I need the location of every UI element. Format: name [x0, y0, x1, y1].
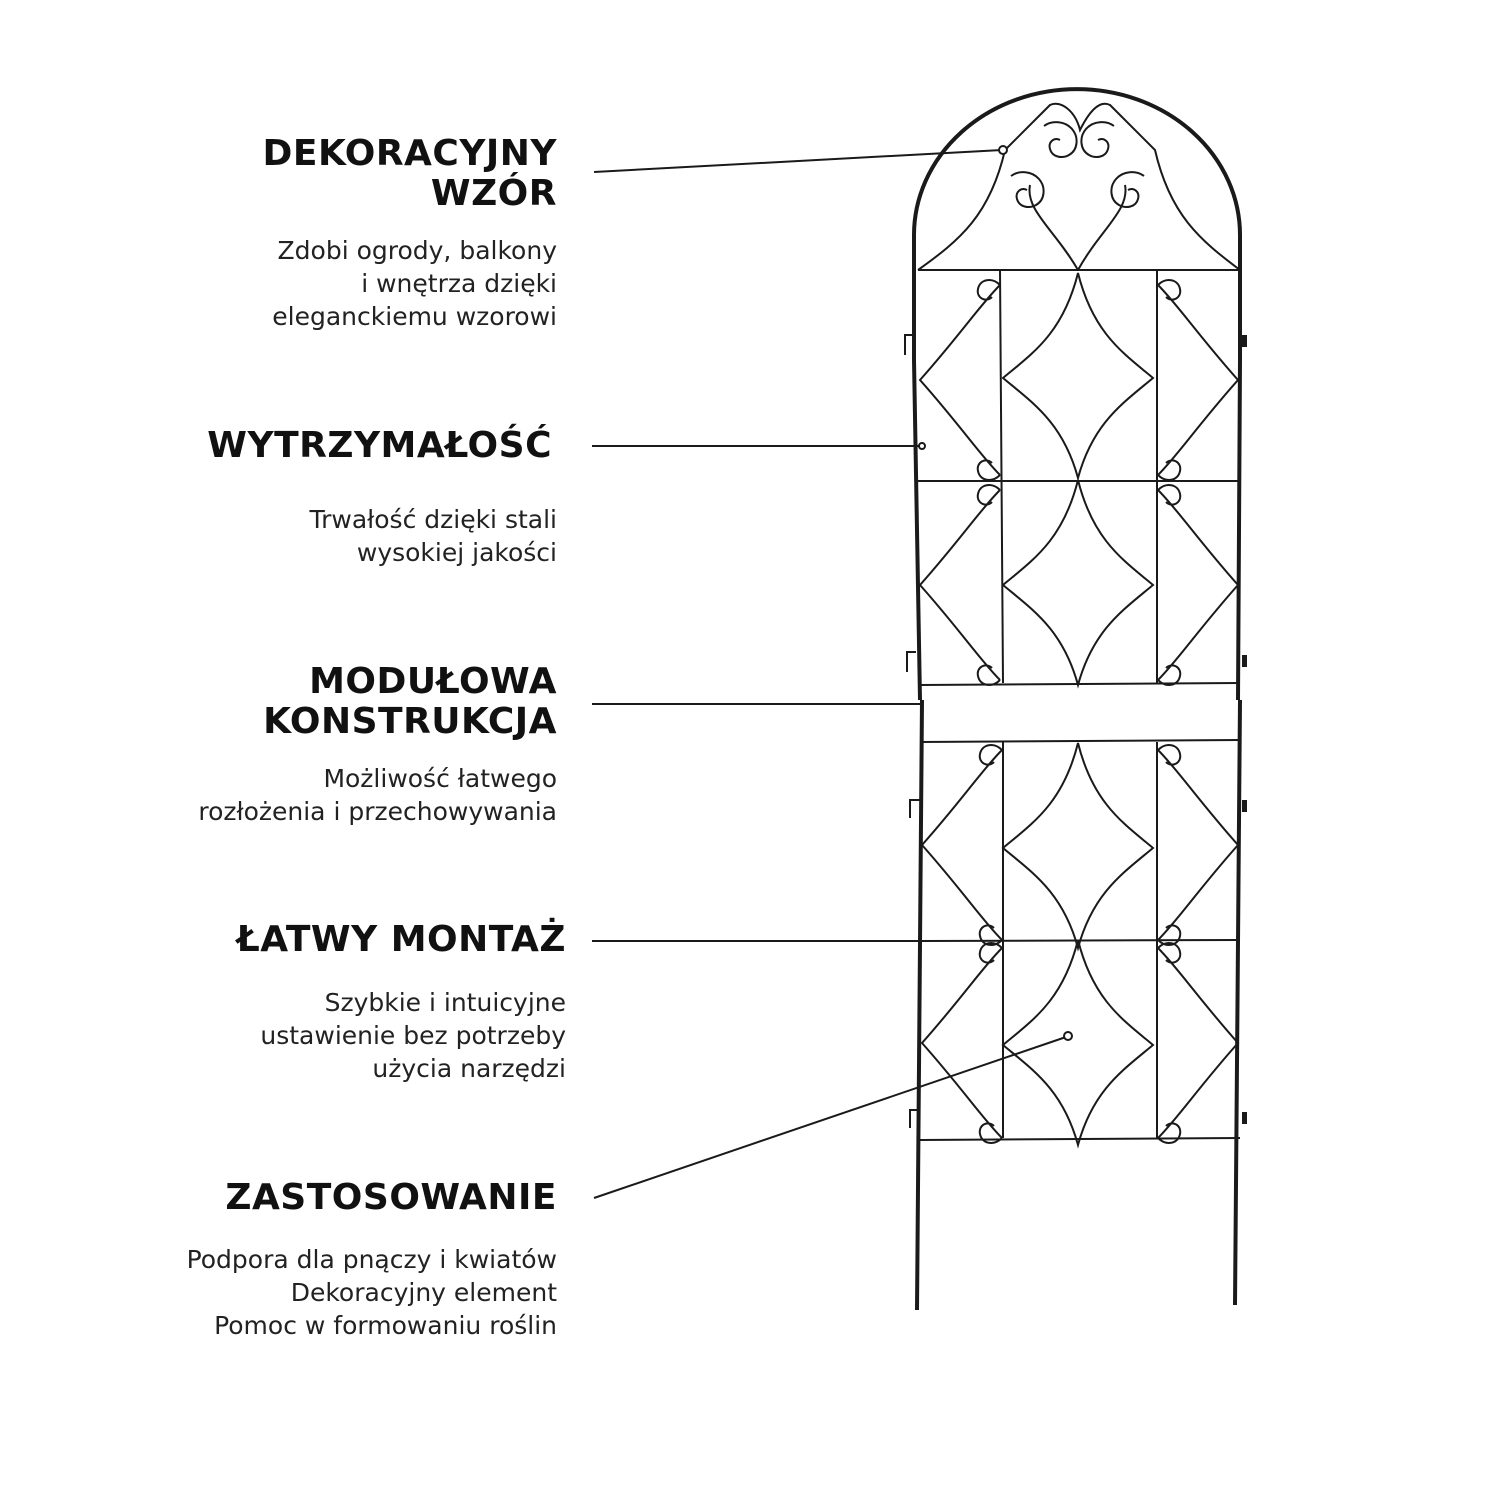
arch-curl: [1111, 172, 1144, 207]
title-line: WYTRZYMAŁOŚĆ: [207, 425, 552, 466]
title-line: DEKORACYJNY: [262, 133, 557, 174]
title-line: MODUŁOWA: [309, 661, 557, 702]
trellis-hook: [910, 800, 920, 818]
trellis-post-left-upper: [914, 360, 920, 700]
desc-line: Trwałość dzięki stali: [309, 505, 557, 534]
title-line: KONSTRUKCJA: [263, 701, 557, 742]
arch-curl: [1044, 122, 1077, 157]
desc-line: Pomoc w formowaniu roślin: [214, 1311, 557, 1340]
desc-line: użycia narzędzi: [372, 1054, 566, 1083]
trellis-bar: [920, 683, 1240, 685]
desc-line: ustawienie bez potrzeby: [260, 1021, 566, 1050]
panel-ornament: [922, 943, 1002, 1143]
desc-line: i wnętrza dzięki: [361, 269, 557, 298]
trellis-hook: [907, 652, 916, 672]
trellis-clip: [1242, 655, 1247, 667]
leader-line-application: [594, 1037, 1066, 1198]
title-line: ŁATWY MONTAŻ: [236, 919, 566, 960]
desc-line: Zdobi ogrody, balkony: [277, 236, 557, 265]
trellis-bar: [920, 740, 1240, 742]
panel-ornament: [1158, 280, 1238, 480]
desc-line: Podpora dla pnączy i kwiatów: [186, 1245, 557, 1274]
arch-curl: [1081, 122, 1114, 157]
panel-ornament: [1003, 273, 1153, 478]
panel-ornament: [1003, 743, 1153, 948]
title-line: ZASTOSOWANIE: [225, 1177, 557, 1218]
trellis-post-right-upper: [1238, 360, 1240, 700]
trellis-inner-bar: [1000, 270, 1003, 683]
arch-ornament: [1029, 185, 1078, 270]
leader-dot-application: [1064, 1032, 1072, 1040]
leader-line-decorative-pattern: [594, 150, 1002, 172]
leader-dot-durability: [919, 443, 925, 449]
desc-line: Szybkie i intuicyjne: [324, 988, 566, 1017]
arch-curl: [1011, 172, 1044, 207]
trellis-post-right-lower: [1235, 700, 1240, 1305]
panel-ornament: [920, 280, 1000, 480]
panel-ornament: [920, 485, 1000, 685]
desc-line: Możliwość łatwego: [323, 764, 557, 793]
desc-line: rozłożenia i przechowywania: [198, 797, 557, 826]
panel-ornament: [1158, 485, 1238, 685]
trellis-clip: [1242, 1112, 1247, 1124]
panel-ornament: [1003, 940, 1153, 1145]
panel-ornament: [1158, 745, 1238, 945]
desc-line: Dekoracyjny element: [290, 1278, 557, 1307]
trellis-clip: [1242, 335, 1247, 347]
trellis-arch: [914, 89, 1240, 360]
desc-line: wysokiej jakości: [356, 538, 557, 567]
panel-ornament: [1003, 480, 1153, 685]
trellis-clip: [1242, 800, 1247, 812]
title-line: WZÓR: [430, 173, 557, 214]
arch-ornament: [1078, 185, 1126, 270]
panel-ornament: [922, 745, 1002, 945]
leader-dot-decorative-pattern: [999, 146, 1007, 154]
trellis-post-left-lower: [917, 700, 922, 1310]
panel-ornament: [1158, 943, 1238, 1143]
desc-line: eleganckiemu wzorowi: [272, 302, 557, 331]
